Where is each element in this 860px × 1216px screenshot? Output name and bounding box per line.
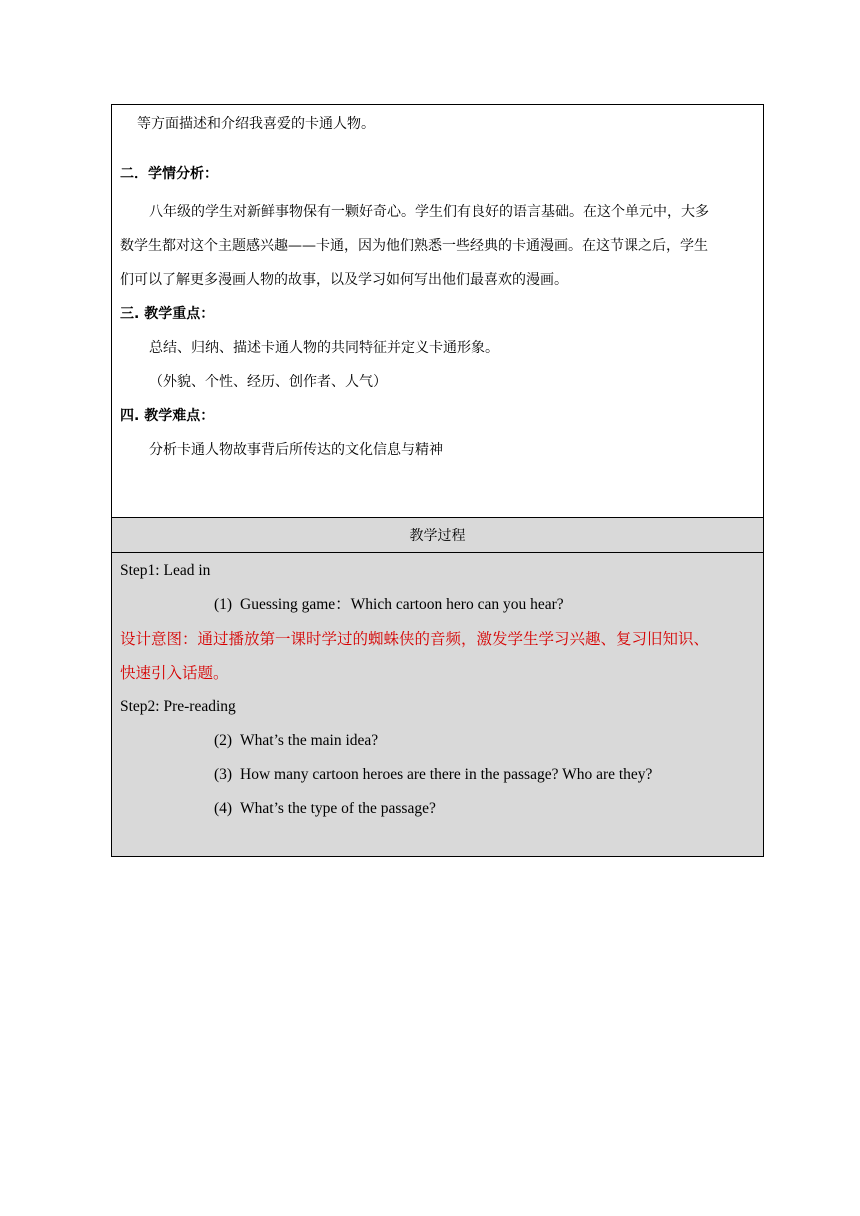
step2-item-4 — [214, 799, 436, 819]
item3-text: How many cartoon heroes are there in the passage? Who are they? — [240, 766, 653, 783]
section2-heading: 二．学情分析： — [120, 166, 218, 182]
step2-item-2 — [214, 731, 378, 751]
item1-text: Guessing game：Which cartoon hero can you hear? — [240, 596, 564, 613]
step1-item — [214, 595, 564, 615]
design-intent-line-1: 设计意图：通过播放第一课时学过的蜘蛛侠的音频，激发学生学习兴趣、复习旧知识、 — [120, 630, 710, 648]
lesson-plan-table — [111, 104, 764, 857]
analysis-cell — [112, 105, 763, 518]
item1-number: (1) — [214, 596, 233, 613]
section2-line-2: 数学生都对这个主题感兴趣——卡通，因为他们熟悉一些经典的卡通漫画。在这节课之后，学生 — [120, 238, 708, 254]
section2-line-3: 们可以了解更多漫画人物的故事，以及学习如何写出他们最喜欢的漫画。 — [120, 272, 568, 288]
design-intent-line-2: 快速引入话题。 — [120, 664, 229, 682]
item2-number: (2) — [214, 732, 233, 749]
item4-number: (4) — [214, 800, 233, 817]
section3-heading: 三. 教学重点： — [120, 306, 215, 322]
step2-item-3 — [214, 765, 652, 785]
section3-line-1: 总结、归纳、描述卡通人物的共同特征并定义卡通形象。 — [149, 340, 499, 356]
step1-label: Step1: Lead in — [120, 562, 211, 579]
section4-line: 分析卡通人物故事背后所传达的文化信息与精神 — [149, 442, 443, 458]
step2-label: Step2: Pre-reading — [120, 698, 236, 715]
section3-line-2: （外貌、个性、经历、创作者、人气） — [149, 374, 387, 390]
process-header-label: 教学过程 — [409, 528, 466, 544]
item2-text: What’s the main idea? — [240, 732, 379, 749]
section2-line-1: 八年级的学生对新鲜事物保有一颗好奇心。学生们有良好的语言基础。在这个单元中，大多 — [149, 204, 709, 220]
section4-heading: 四. 教学难点： — [120, 408, 215, 424]
item4-text: What’s the type of the passage? — [240, 800, 436, 817]
process-header — [112, 518, 763, 553]
item3-number: (3) — [214, 766, 233, 783]
process-cell — [112, 553, 763, 856]
intro-continued-text: 等方面描述和介绍我喜爱的卡通人物。 — [137, 116, 375, 132]
